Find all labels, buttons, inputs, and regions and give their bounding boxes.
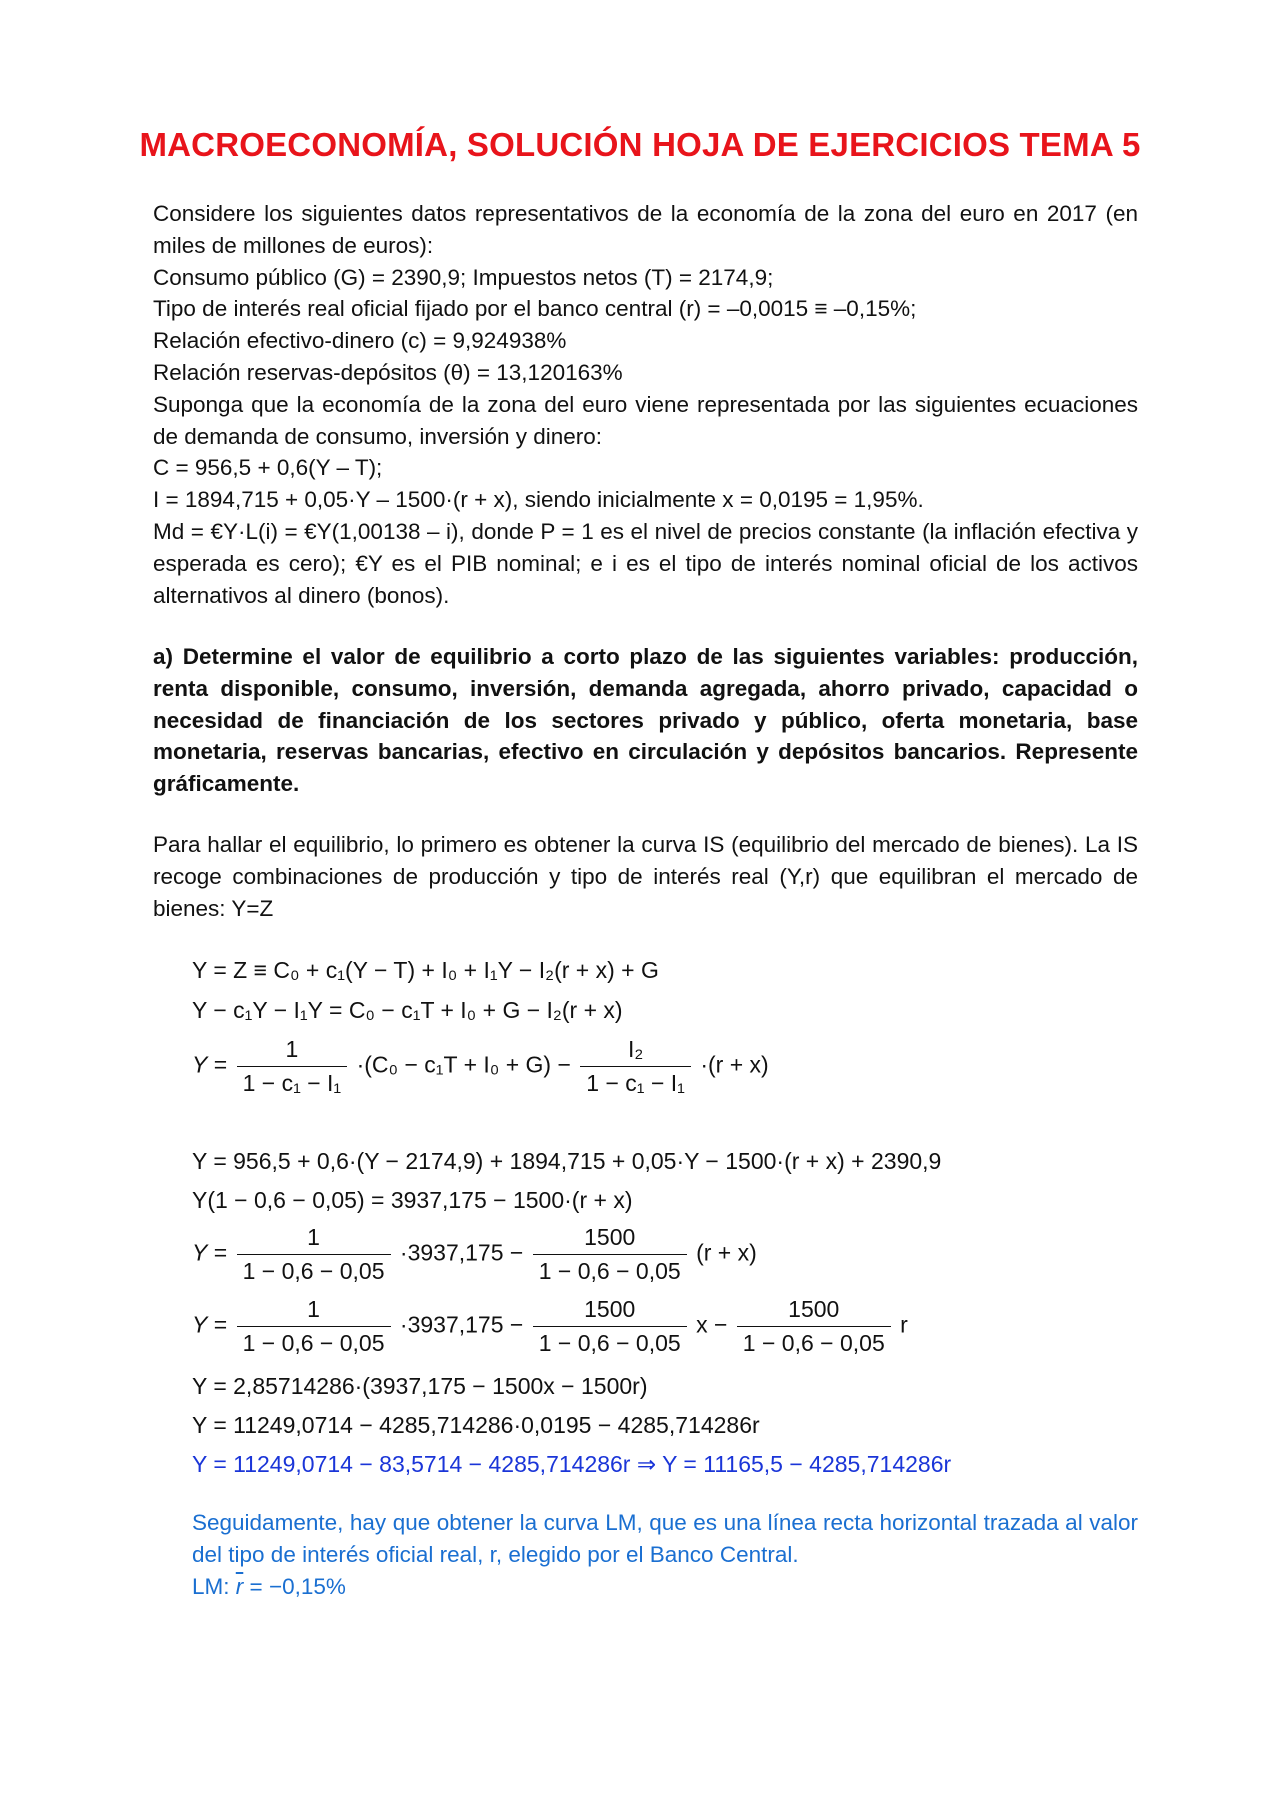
equation-6 <box>192 1224 757 1285</box>
eq7-den1: 1 − 0,6 − 0,05 <box>242 1330 385 1356</box>
eq6-den2: 1 − 0,6 − 0,05 <box>538 1258 681 1284</box>
is-paragraph: Para hallar el equilibrio, lo primero es obtener la curva IS (equilibrio del mercado de bienes). La IS recoge combinaciones de producción y tipo de interés real (Y,r) que equilibran el mercado de bienes: Y=Z <box>153 832 1138 921</box>
equation-10: Y = 11249,0714 − 83,5714 − 4285,714286r ⇒ Y = 11165,5 − 4285,714286r <box>192 1451 952 1477</box>
eq6-num2: 1500 <box>533 1224 687 1255</box>
intro-p4: Relación efectivo-dinero (c) = 9,924938% <box>153 328 567 354</box>
intro-p5: Relación reservas-depósitos (θ) = 13,120163% <box>153 359 623 385</box>
eq7-mid2: x − <box>696 1311 728 1338</box>
eq6-end: (r + x) <box>696 1239 757 1266</box>
eq7-fraction-2 <box>533 1296 687 1357</box>
lm-label: LM: <box>192 1574 230 1599</box>
eq6-fraction-2 <box>533 1224 687 1285</box>
equation-5: Y(1 − 0,6 − 0,05) = 3937,175 − 1500·(r + x) <box>192 1187 633 1213</box>
intro-p6: Suponga que la economía de la zona del euro viene representada por las siguientes ecuaciones de demanda de consumo, inversión y dinero: <box>153 391 1138 449</box>
eq7-fraction-3 <box>737 1296 891 1357</box>
question-a: a) Determine el valor de equilibrio a corto plazo de las siguientes variables: producción, renta disponible, consumo, inversión, demanda agregada, ahorro privado, capacidad o necesidad de financiación de los sectores privado y público, oferta monetaria, base monetaria, reservas bancarias, efectivo en circulación y depósitos bancarios. Represente gráficamente. <box>153 644 1138 797</box>
eq7-den3: 1 − 0,6 − 0,05 <box>742 1330 885 1356</box>
eq3-fraction-1 <box>237 1036 348 1097</box>
eq7-num2: 1500 <box>533 1296 687 1327</box>
page-title: MACROECONOMÍA, SOLUCIÓN HOJA DE EJERCICIOS TEMA 5 <box>139 126 1141 163</box>
eq3-den2: 1 − c₁ − I₁ <box>586 1070 685 1096</box>
eq7-end: r <box>900 1311 908 1338</box>
equation-2: Y − c₁Y − I₁Y = C₀ − c₁T + I₀ + G − I₂(r + x) <box>192 997 623 1023</box>
equation-3 <box>192 1036 769 1097</box>
equation-4: Y = 956,5 + 0,6·(Y − 2174,9) + 1894,715 + 0,05·Y − 1500·(r + x) + 2390,9 <box>192 1148 942 1174</box>
eq3-num1: 1 <box>237 1036 348 1067</box>
equation-8: Y = 2,85714286·(3937,175 − 1500x − 1500r) <box>192 1373 648 1399</box>
eq7-lhs: Y = <box>192 1311 228 1338</box>
intro-p8: I = 1894,715 + 0,05·Y – 1500·(r + x), siendo inicialmente x = 0,0195 = 1,95%. <box>153 487 924 513</box>
eq6-num1: 1 <box>237 1224 391 1255</box>
lm-equation <box>192 1571 1138 1603</box>
eq6-mid: ·3937,175 − <box>399 1239 524 1266</box>
equation-7 <box>192 1296 908 1357</box>
eq3-fraction-2 <box>580 1036 691 1097</box>
lm-value: = −0,15% <box>249 1574 346 1599</box>
eq3-mid: ·(C₀ − c₁T + I₀ + G) − <box>356 1051 571 1078</box>
intro-p3: Tipo de interés real oficial fijado por el banco central (r) = –0,0015 ≡ –0,15%; <box>153 296 917 322</box>
eq6-fraction-1 <box>237 1224 391 1285</box>
eq3-den1: 1 − c₁ − I₁ <box>242 1070 342 1096</box>
eq3-num2: I₂ <box>580 1036 691 1067</box>
intro-p2: Consumo público (G) = 2390,9; Impuestos netos (T) = 2174,9; <box>153 264 774 290</box>
eq7-fraction-1 <box>237 1296 391 1357</box>
eq7-num3: 1500 <box>737 1296 891 1327</box>
intro-p9: Md = €Y·L(i) = €Y(1,00138 – i), donde P = 1 es el nivel de precios constante (la inflación efectiva y esperada es cero); €Y es el PIB nominal; e i es el tipo de interés nominal oficial de los activos alternativos al dinero (bonos). <box>153 518 1138 608</box>
intro-p7: C = 956,5 + 0,6(Y – T); <box>153 455 383 481</box>
lm-paragraph: Seguidamente, hay que obtener la curva LM, que es una línea recta horizontal trazada al valor del tipo de interés oficial real, r, elegido por el Banco Central. <box>192 1510 1138 1567</box>
eq7-num1: 1 <box>237 1296 391 1327</box>
eq6-den1: 1 − 0,6 − 0,05 <box>242 1258 385 1284</box>
eq7-mid1: ·3937,175 − <box>399 1311 524 1338</box>
eq3-lhs: Y = <box>192 1051 228 1078</box>
intro-p1: Considere los siguientes datos representativos de la economía de la zona del euro en 2017 (en miles de millones de euros): <box>153 201 1138 258</box>
eq3-end: ·(r + x) <box>700 1051 769 1078</box>
equation-1: Y = Z ≡ C₀ + c₁(Y − T) + I₀ + I₁Y − I₂(r + x) + G <box>192 957 659 983</box>
eq6-lhs: Y = <box>192 1239 228 1266</box>
equation-9: Y = 11249,0714 − 4285,714286·0,0195 − 4285,714286r <box>192 1412 760 1438</box>
lm-rbar: $\overline{r}$ <box>235 1574 244 1599</box>
eq7-den2: 1 − 0,6 − 0,05 <box>538 1330 681 1356</box>
intro-section <box>153 198 1138 611</box>
